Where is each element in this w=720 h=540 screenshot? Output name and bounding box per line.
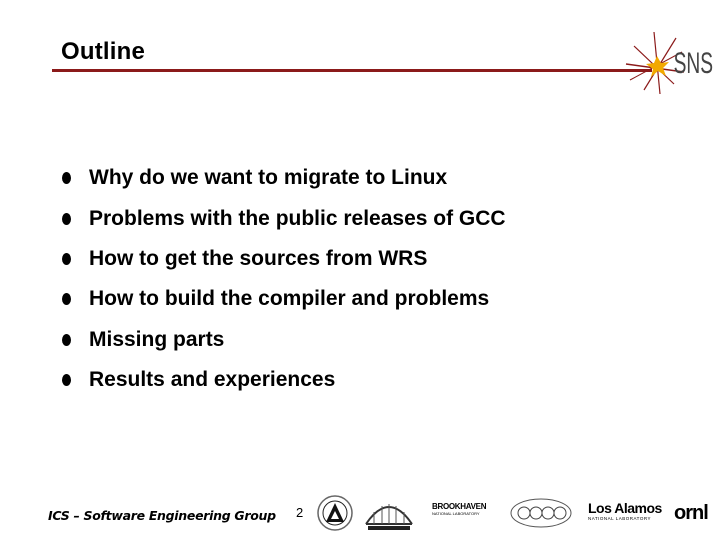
los-alamos-logo: Los Alamos NATIONAL LABORATORY [588,500,662,521]
page-number: 2 [296,505,304,520]
bullet-item [62,158,506,198]
bullet-text: How to build the compiler and problems [89,287,490,311]
berkeley-lab-logo-icon [362,494,416,532]
bullet-item [62,198,506,238]
bullet-item [62,279,506,319]
bullet-text: Missing parts [89,327,225,351]
slide-title: Outline [61,38,146,65]
jefferson-lab-logo-icon [508,496,574,530]
bullet-item [62,360,506,400]
footer-group-name: ICS – Software Engineering Group [48,508,276,523]
bullet-dot-icon [62,172,71,184]
argonne-logo-icon [316,492,354,534]
bullet-item [62,320,506,360]
sns-logo [624,28,716,98]
bullet-dot-icon [62,213,71,225]
bullet-text: Results and experiences [89,368,336,392]
bullet-text: Why do we want to migrate to Linux [89,166,448,190]
bullet-dot-icon [62,253,71,265]
bullet-list [62,158,506,400]
bullet-text: Problems with the public releases of GCC [89,206,506,230]
title-underline [52,69,652,72]
sns-logo-text: SNS [673,46,714,81]
bullet-text: How to get the sources from WRS [89,246,428,270]
bullet-item [62,239,506,279]
bullet-dot-icon [62,293,71,305]
bullet-dot-icon [62,334,71,346]
bullet-dot-icon [62,374,71,386]
brookhaven-logo: BROOKHAVEN NATIONAL LABORATORY [432,502,487,516]
ornl-logo: ornl [674,502,708,524]
partner-logos [312,488,717,536]
